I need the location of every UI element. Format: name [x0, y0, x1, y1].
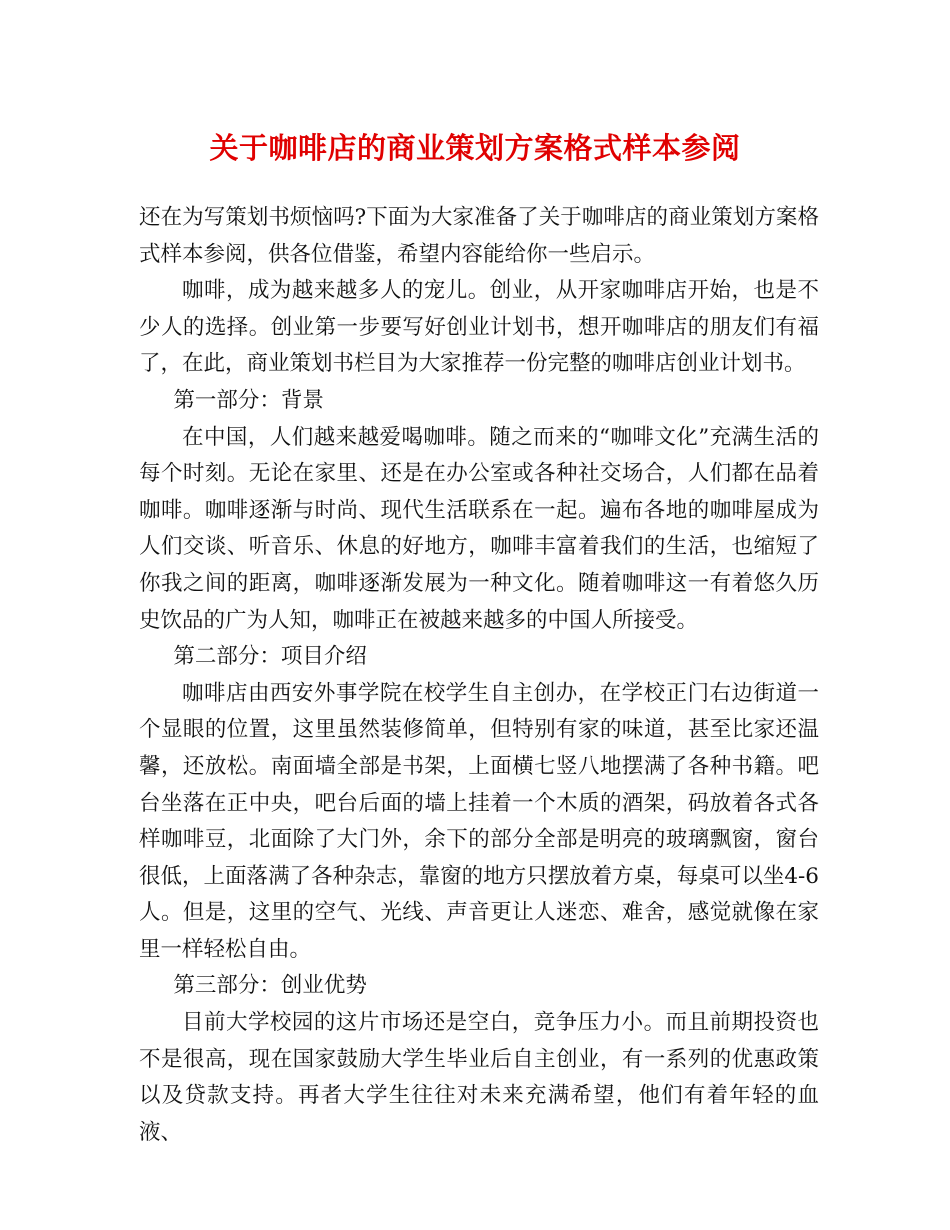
paragraph-coffee-popularity: 咖啡，成为越来越多人的宠儿。创业，从开家咖啡店开始，也是不少人的选择。创业第一步要写好创业计划书，想开咖啡店的朋友们有福了，在此，商业策划书栏目为大家推荐一份完整的咖啡店创业计划书。	[139, 278, 819, 377]
paragraph-project-intro: 咖啡店由西安外事学院在校学生自主创办，在学校正门右边街道一个显眼的位置，这里虽然装修简单，但特别有家的味道，甚至比家还温馨，还放松。南面墙全部是书架，上面横七竖八地摆满了各种书籍。吧台坐落在正中央，吧台后面的墙上挂着一个木质的酒架，码放着各式各样咖啡豆，北面除了大门外，余下的部分全部是明亮的玻璃飘窗，窗台很低，上面落满了各种杂志，靠窗的地方只摆放着方桌，每桌可以坐4-6人。但是，这里的空气、光线、声音更让人迷恋、难舍，感觉就像在家里一样轻松自由。	[139, 680, 819, 962]
document-body	[139, 200, 819, 1151]
paragraph-advantages: 目前大学校园的这片市场还是空白，竞争压力小。而且前期投资也不是很高，现在国家鼓励大学生毕业后自主创业，有一系列的优惠政策以及贷款支持。再者大学生往往对未来充满希望，他们有着年轻的血液、	[139, 1010, 819, 1145]
section-heading-background: 第一部分：背景	[173, 387, 324, 413]
intro-paragraph: 还在为写策划书烦恼吗?下面为大家准备了关于咖啡店的商业策划方案格式样本参阅，供各位借鉴，希望内容能给你一些启示。	[139, 205, 819, 267]
section-heading-advantages: 第三部分：创业优势	[173, 973, 367, 999]
paragraph-background: 在中国，人们越来越爱喝咖啡。随之而来的“咖啡文化”充满生活的每个时刻。无论在家里、还是在办公室或各种社交场合，人们都在品着咖啡。咖啡逐渐与时尚、现代生活联系在一起。遍布各地的咖啡屋成为人们交谈、听音乐、休息的好地方，咖啡丰富着我们的生活，也缩短了你我之间的距离，咖啡逐渐发展为一种文化。随着咖啡这一有着悠久历史饮品的广为人知，咖啡正在被越来越多的中国人所接受。	[139, 424, 819, 633]
section-heading-project-intro: 第二部分：项目介绍	[173, 644, 367, 670]
document-title: 关于咖啡店的商业策划方案格式样本参阅	[209, 131, 741, 165]
